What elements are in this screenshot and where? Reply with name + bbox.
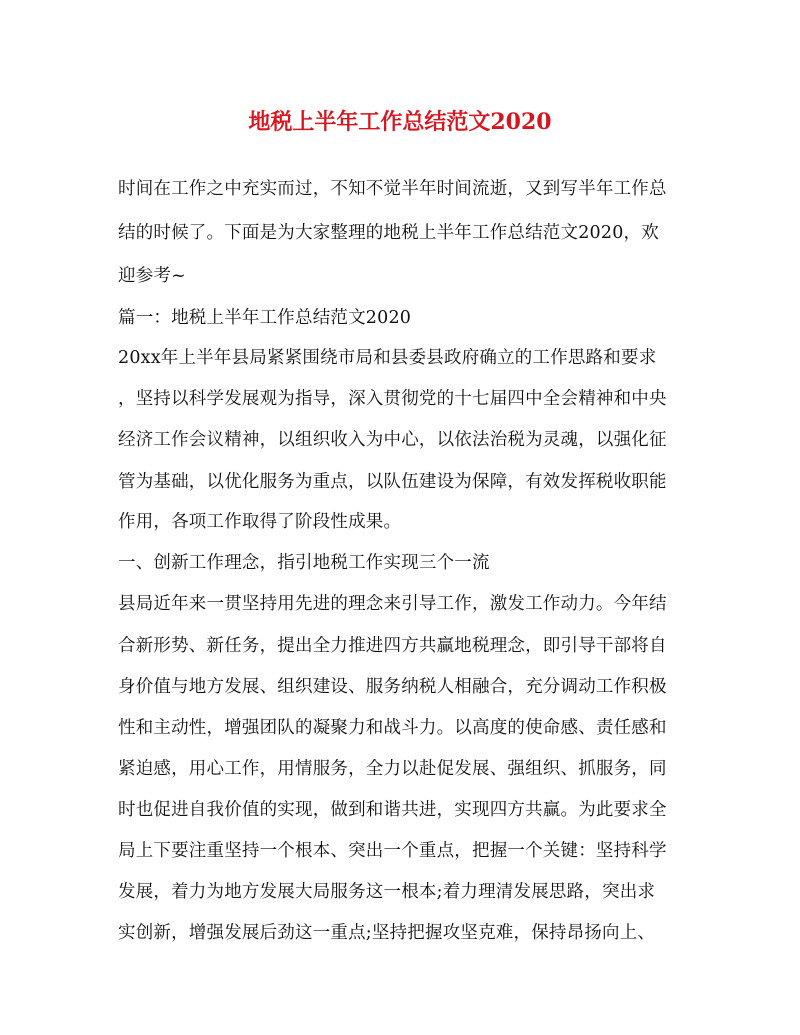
paragraph-line: 时间在工作之中充实而过，不知不觉半年时间流逝，又到写半年工作总 bbox=[118, 179, 667, 199]
paragraph-line: 局上下要注重坚持一个根本、突出一个重点，把握一个关键：坚持科学 bbox=[118, 841, 667, 861]
paragraph-line: 经济工作会议精神，以组织收入为中心，以依法治税为灵魂，以强化征 bbox=[118, 430, 667, 450]
paragraph-line: 性和主动性，增强团队的凝聚力和战斗力。以高度的使命感、责任感和 bbox=[118, 718, 667, 738]
paragraph-line: 紧迫感，用心工作，用情服务，全力以赴促发展、强组织、抓服务，同 bbox=[118, 759, 667, 779]
paragraph-line: 作用，各项工作取得了阶段性成果。 bbox=[118, 512, 402, 532]
paragraph-line: 时也促进自我价值的实现，做到和谐共进，实现四方共赢。为此要求全 bbox=[118, 800, 667, 820]
paragraph-line: 身价值与地方发展、组织建设、服务纳税人相融合，充分调动工作积极 bbox=[118, 677, 667, 697]
section-heading: 一、创新工作理念，指引地税工作实现三个一流 bbox=[118, 553, 490, 573]
paragraph-line: 20xx年上半年县局紧紧围绕市局和县委县政府确立的工作思路和要求 bbox=[118, 348, 657, 368]
paragraph-line: 结的时候了。下面是为大家整理的地税上半年工作总结范文2020，欢 bbox=[118, 223, 659, 243]
paragraph-line: ，坚持以科学发展观为指导，深入贯彻党的十七届四中全会精神和中央 bbox=[118, 389, 667, 409]
document-title: 地税上半年工作总结范文2020 bbox=[248, 109, 552, 135]
section-heading: 篇一：地税上半年工作总结范文2020 bbox=[118, 308, 412, 328]
paragraph-line: 发展，着力为地方发展大局服务这一根本;着力理清发展思路，突出求 bbox=[118, 882, 656, 902]
paragraph-line: 合新形势、新任务，提出全力推进四方共赢地税理念，即引导干部将自 bbox=[118, 636, 667, 656]
paragraph-line: 迎参考~ bbox=[118, 266, 186, 286]
paragraph-line: 实创新，增强发展后劲这一重点;坚持把握攻坚克难，保持昂扬向上、 bbox=[118, 923, 656, 943]
paragraph-line: 县局近年来一贯坚持用先进的理念来引导工作，激发工作动力。今年结 bbox=[118, 594, 667, 614]
paragraph-line: 管为基础，以优化服务为重点，以队伍建设为保障，有效发挥税收职能 bbox=[118, 472, 667, 492]
